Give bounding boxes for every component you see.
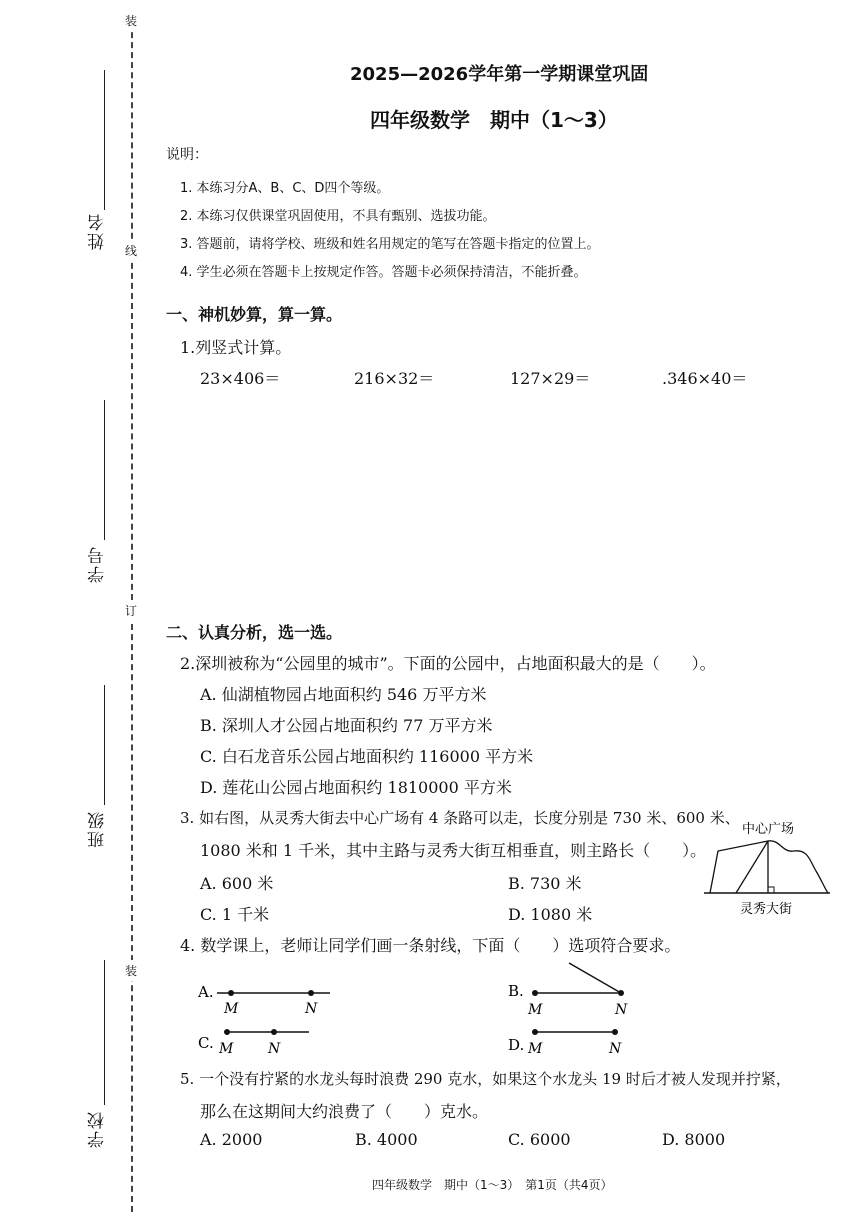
q5-option-b[interactable]: B. 4000 <box>355 1130 418 1149</box>
q2-option-d[interactable]: D. 莲花山公园占地面积约 1810000 平方米 <box>200 778 512 797</box>
point-n <box>308 990 314 996</box>
q3-option-d[interactable]: D. 1080 米 <box>508 905 593 924</box>
figure-label-street: 灵秀大街 <box>740 902 793 917</box>
q4-option-c[interactable] <box>195 1020 325 1062</box>
section1-title: 一、神机妙算，算一算。 <box>166 305 343 324</box>
point-m <box>532 990 538 996</box>
label-n: N <box>615 1002 628 1018</box>
route-left <box>710 841 768 893</box>
school-underline[interactable] <box>104 960 105 1105</box>
point-m <box>532 1029 538 1035</box>
name-label: 姓名 <box>88 212 108 250</box>
q3-stem-line2: 1080 米和 1 千米，其中主路与灵秀大街互相垂直，则主路长（ ）。 <box>200 841 707 860</box>
note-item: 2. 本练习仅供课堂巩固使用，不具有甄别、选拔功能。 <box>180 209 496 224</box>
q3-option-a[interactable]: A. 600 米 <box>200 874 274 893</box>
label-m: M <box>219 1041 234 1057</box>
student-id-label: 学号 <box>88 545 108 583</box>
q3-option-c[interactable]: C. 1 千米 <box>200 905 270 924</box>
q3-stem-line1: 3. 如右图，从灵秀大街去中心广场有 4 条路可以走，长度分别是 730 米、600 米、 <box>180 809 740 827</box>
q5-option-d[interactable]: D. 8000 <box>662 1130 726 1149</box>
figure-label-center-plaza: 中心广场 <box>742 822 795 837</box>
label-n: N <box>305 1001 318 1017</box>
q4-option-a[interactable] <box>195 975 345 1020</box>
q5-stem-line1: 5. 一个没有拧紧的水龙头每时浪费 290 克水，如果这个水龙头 19 时后才被人发现并拧紧， <box>180 1070 791 1088</box>
school-label: 学校 <box>88 1110 108 1148</box>
point-m <box>228 990 234 996</box>
cut-mark-bottom: 装 <box>125 960 137 981</box>
note-item: 3. 答题前，请将学校、班级和姓名用规定的笔写在答题卡指定的位置上。 <box>180 237 600 252</box>
q4-option-a-label: A. <box>198 983 214 1001</box>
point-n <box>271 1029 277 1035</box>
label-m: M <box>528 1002 543 1018</box>
ray-b <box>569 963 621 993</box>
class-underline[interactable] <box>104 685 105 805</box>
page-footer: 四年级数学 期中（1～3） 第1页（共4页） <box>372 1178 613 1192</box>
route-diagonal <box>736 841 768 893</box>
route-right <box>768 841 828 893</box>
label-m: M <box>224 1001 239 1017</box>
calc-2: 216×32＝ <box>354 369 435 388</box>
q2-option-b[interactable]: B. 深圳人才公园占地面积约 77 万平方米 <box>200 716 493 735</box>
q4-stem: 4. 数学课上，老师让同学们画一条射线，下面（ ）选项符合要求。 <box>180 936 681 955</box>
q5-option-a[interactable]: A. 2000 <box>200 1130 263 1149</box>
cut-mark-top: 装 <box>125 10 137 31</box>
q2-option-c[interactable]: C. 白石龙音乐公园占地面积约 116000 平方米 <box>200 747 534 766</box>
cut-mark-line: 线 <box>125 240 137 261</box>
q1-stem: 1.列竖式计算。 <box>180 338 292 357</box>
point-m <box>224 1029 230 1035</box>
q4-option-d[interactable] <box>505 1020 635 1062</box>
calc-3: 127×29＝ <box>510 369 591 388</box>
note-item: 4. 学生必须在答题卡上按规定作答。答题卡必须保持清洁，不能折叠。 <box>180 265 587 280</box>
notes-heading: 说明： <box>166 147 208 163</box>
q2-stem: 2.深圳被称为“公园里的城市”。下面的公园中，占地面积最大的是（ ）。 <box>180 654 716 673</box>
q4-option-b[interactable] <box>505 958 645 1020</box>
label-n: N <box>268 1041 281 1057</box>
q5-stem-line2: 那么在这期间大约浪费了（ ）克水。 <box>200 1102 489 1121</box>
calc-4: .346×40＝ <box>662 369 748 388</box>
class-label: 班级 <box>88 810 108 848</box>
exam-title: 2025—2026学年第一学期课堂巩固 <box>350 64 649 85</box>
student-id-underline[interactable] <box>104 400 105 540</box>
calc-1: 23×406＝ <box>200 369 281 388</box>
label-m: M <box>528 1041 543 1057</box>
q4-option-c-label: C. <box>198 1034 214 1052</box>
exam-subtitle: 四年级数学 期中（1～3） <box>370 108 618 132</box>
point-n <box>612 1029 618 1035</box>
q5-option-c[interactable]: C. 6000 <box>508 1130 571 1149</box>
q4-option-d-label: D. <box>508 1036 525 1054</box>
section2-title: 二、认真分析，选一选。 <box>166 623 343 642</box>
q3-option-b[interactable]: B. 730 米 <box>508 874 582 893</box>
q2-option-a[interactable]: A. 仙湖植物园占地面积约 546 万平方米 <box>200 685 487 704</box>
cut-mark-mid: 订 <box>125 600 137 621</box>
q4-option-b-label: B. <box>508 982 524 1000</box>
right-angle-mark <box>768 887 774 893</box>
q3-route-figure <box>696 815 836 920</box>
label-n: N <box>609 1041 622 1057</box>
name-underline[interactable] <box>104 70 105 210</box>
point-n <box>618 990 624 996</box>
note-item: 1. 本练习分A、B、C、D四个等级。 <box>180 181 390 196</box>
